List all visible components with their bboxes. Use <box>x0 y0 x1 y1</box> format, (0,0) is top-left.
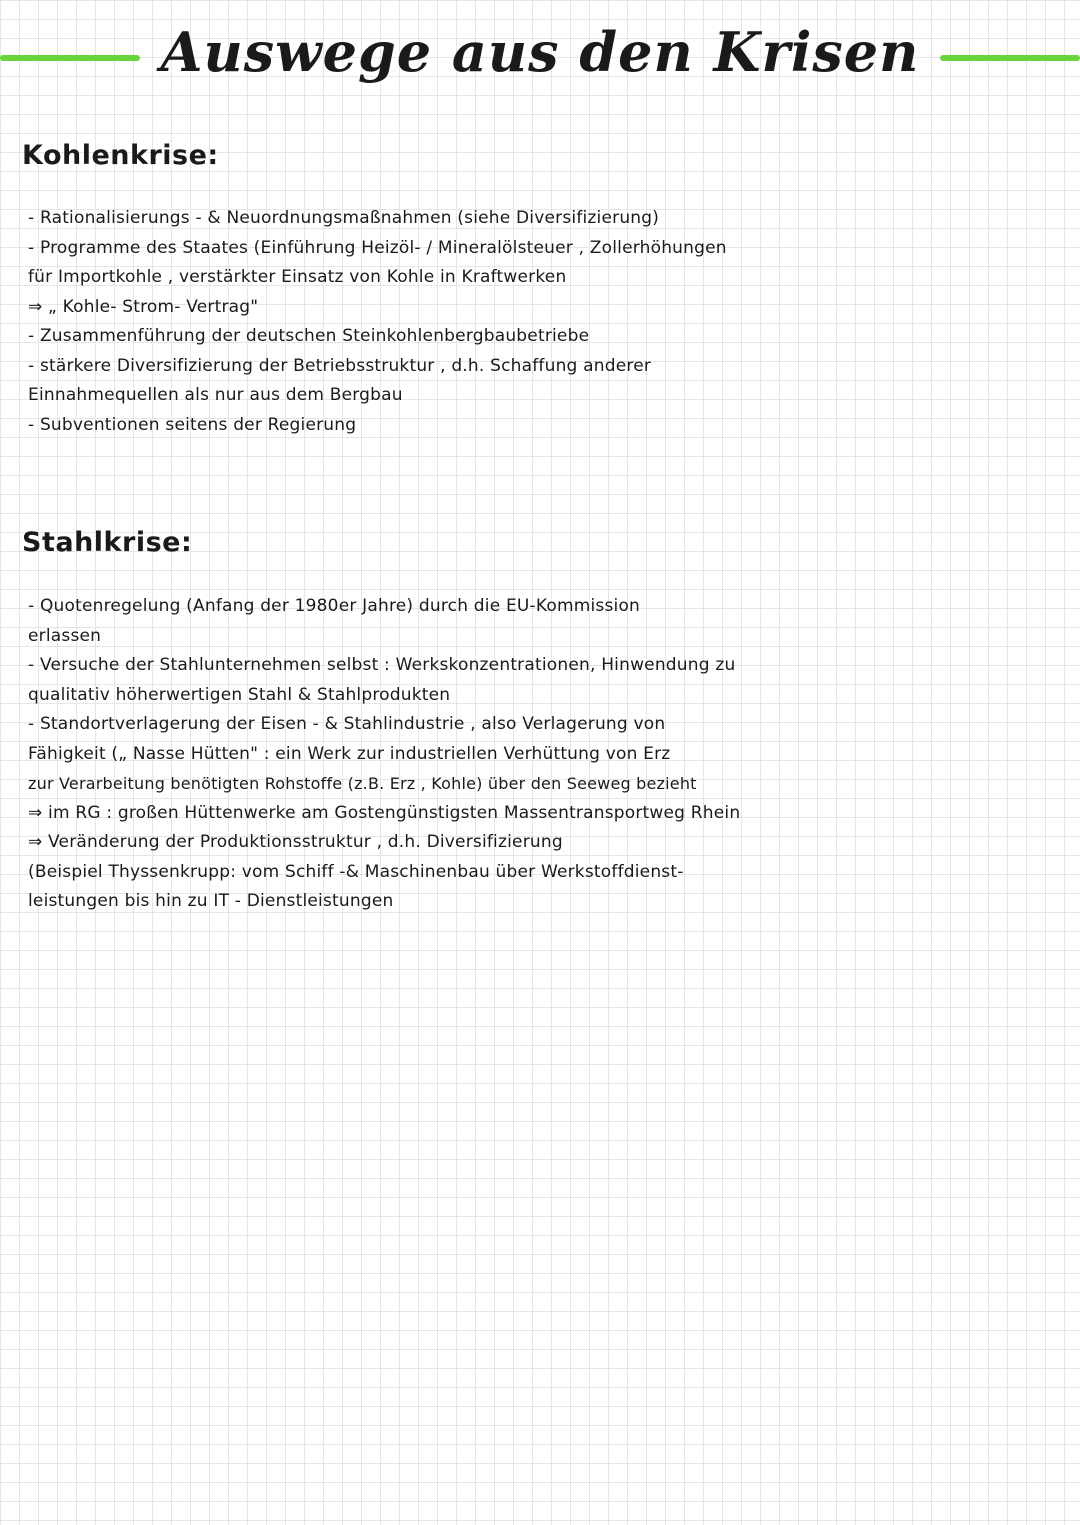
note-line: - Quotenregelung (Anfang der 1980er Jahre) durch die EU-Kommission <box>28 596 641 616</box>
section-heading-kohlenkrise: Kohlenkrise: <box>22 140 219 171</box>
note-line: ⇒ Veränderung der Produktionsstruktur , d.h. Diversifizierung <box>28 832 563 852</box>
note-line: zur Verarbeitung benötigten Rohstoffe (z.B. Erz , Kohle) über den Seeweg bezieht <box>28 774 697 793</box>
note-line: erlassen <box>28 625 102 646</box>
note-line: leistungen bis hin zu IT - Dienstleistungen <box>28 891 394 911</box>
note-line: Fähigkeit („ Nasse Hütten" : ein Werk zur industriellen Verhüttung von Erz <box>28 743 671 764</box>
note-line: für Importkohle , verstärkter Einsatz von Kohle in Kraftwerken <box>28 267 567 287</box>
accent-line-right <box>940 55 1080 61</box>
note-line: - Programme des Staates (Einführung Heizöl- / Mineralölsteuer , Zollerhöhungen <box>28 237 727 258</box>
note-line: - Versuche der Stahlunternehmen selbst : Werkskonzentrationen, Hinwendung zu <box>28 655 736 675</box>
title-row <box>0 12 1080 92</box>
page-title: Auswege aus den Krisen <box>160 20 920 84</box>
note-line: Einnahmequellen als nur aus dem Bergbau <box>28 385 403 405</box>
note-line: - Zusammenführung der deutschen Steinkohlenbergbaubetriebe <box>28 326 590 346</box>
accent-line-left <box>0 55 140 61</box>
note-line: (Beispiel Thyssenkrupp: vom Schiff -& Maschinenbau über Werkstoffdienst- <box>28 861 684 882</box>
note-line: - stärkere Diversifizierung der Betriebsstruktur , d.h. Schaffung anderer <box>28 355 652 376</box>
note-line: ⇒ „ Kohle- Strom- Vertrag" <box>28 296 259 317</box>
note-line: - Rationalisierungs - & Neuordnungsmaßnahmen (siehe Diversifizierung) <box>28 208 660 228</box>
stahlkrise-notes <box>28 592 1038 917</box>
note-line: - Standortverlagerung der Eisen - & Stahlindustrie , also Verlagerung von <box>28 714 666 734</box>
section-heading-stahlkrise: Stahlkrise: <box>22 527 193 558</box>
note-line: ⇒ im RG : großen Hüttenwerke am Gostengünstigsten Massentransportweg Rhein <box>28 802 741 823</box>
kohlenkrise-notes <box>28 204 1038 440</box>
note-line: qualitativ höherwertigen Stahl & Stahlprodukten <box>28 684 451 705</box>
note-line: - Subventionen seitens der Regierung <box>28 414 357 435</box>
